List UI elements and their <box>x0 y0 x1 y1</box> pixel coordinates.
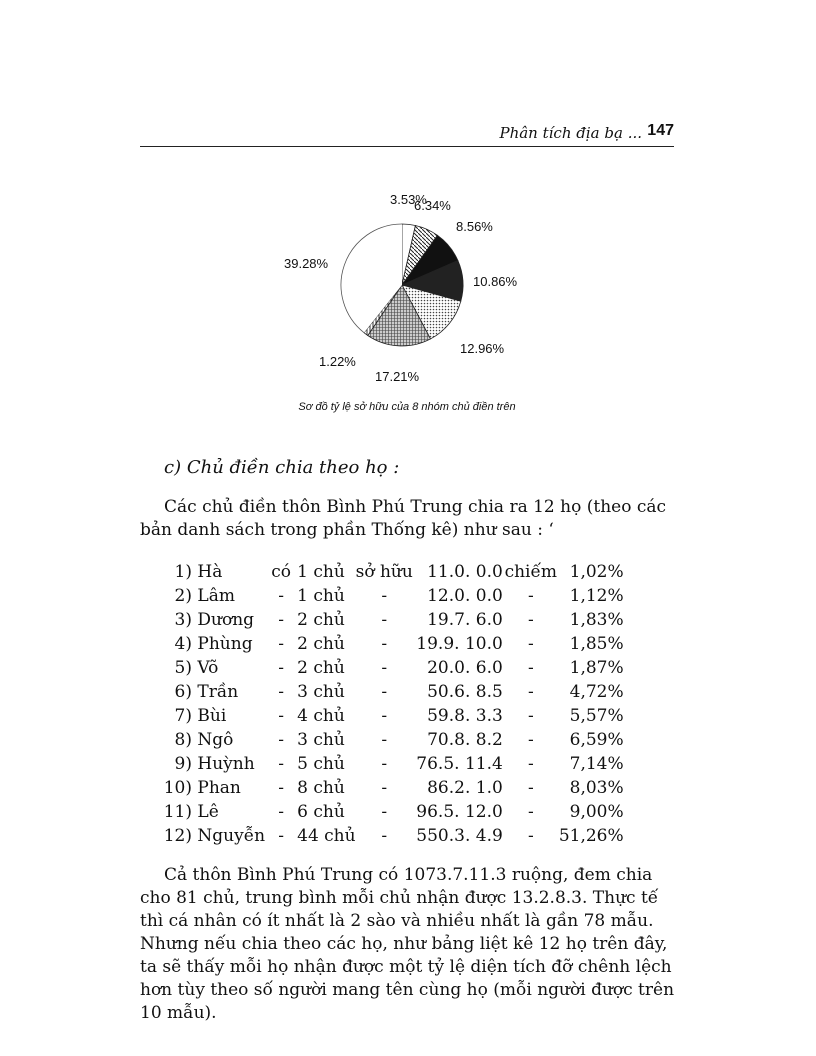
area-cell: 20.0. 6.0 <box>427 658 503 678</box>
share-word-cell: - <box>527 658 534 678</box>
owner-count: 8 chủ <box>297 778 345 798</box>
surname-cell <box>160 800 265 824</box>
owns-cell: - <box>381 634 388 654</box>
owns-cell: - <box>381 706 388 726</box>
area-cell: 86.2. 1.0 <box>427 778 503 798</box>
surname-cell <box>160 752 265 776</box>
surname: Huỳnh <box>197 754 255 774</box>
running-header <box>140 124 674 147</box>
table-row <box>160 608 624 632</box>
share-word-cell: - <box>527 586 534 606</box>
owner-count: 3 chủ <box>297 682 345 702</box>
share-word-cell: - <box>527 754 534 774</box>
area-cell: 59.8. 3.3 <box>427 706 503 726</box>
area-cell: 96.5. 12.0 <box>416 802 503 822</box>
surname: Ngô <box>197 730 234 750</box>
owner-count: 1 chủ <box>297 562 345 582</box>
row-index: 11) <box>163 802 192 822</box>
intro-line: Các chủ điền thôn Bình Phú Trung chia ra 12 họ (theo các <box>164 497 667 517</box>
owner-count: 2 chủ <box>297 634 345 654</box>
owns-cell: - <box>381 610 388 630</box>
surname: Nguyễn <box>197 826 266 846</box>
share-percent: 51,26% <box>558 826 624 846</box>
closing-line: hơn tùy theo số người mang tên cùng họ (mỗi người được trên <box>140 980 675 1000</box>
owns-cell: - <box>381 586 388 606</box>
table-row <box>160 584 624 608</box>
row-index: 12) <box>163 826 192 846</box>
chart-caption: Sơ đồ tỷ lệ sở hữu của 8 nhóm chủ điền trên <box>298 401 516 413</box>
page-number: 147 <box>647 122 674 139</box>
pie-slice-label: 17.21% <box>375 369 420 384</box>
area-cell: 76.5. 11.4 <box>416 754 503 774</box>
surname-cell <box>160 632 265 656</box>
has-cell: - <box>278 682 284 702</box>
table-row <box>160 704 624 728</box>
area-cell: 70.8. 8.2 <box>427 730 503 750</box>
has-cell: có <box>271 562 291 582</box>
share-word-cell: - <box>527 634 534 654</box>
surname: Dương <box>197 610 255 630</box>
intro-line: bản danh sách trong phần Thống kê) như sau : ‘ <box>140 520 554 540</box>
share-word-cell: - <box>527 778 534 798</box>
row-index: 6) <box>174 682 192 702</box>
table-row <box>160 800 624 824</box>
closing-line: ta sẽ thấy mỗi họ nhận được một tỷ lệ diện tích đỡ chênh lệch <box>140 957 672 977</box>
closing-line: Nhưng nếu chia theo các họ, như bảng liệt kê 12 họ trên đây, <box>140 934 668 954</box>
area-cell: 50.6. 8.5 <box>427 682 503 702</box>
row-index: 10) <box>163 778 192 798</box>
pie-slice-label: 39.28% <box>284 256 329 271</box>
owns-cell: - <box>381 730 388 750</box>
surname: Bùi <box>197 706 227 726</box>
area-cell: 11.0. 0.0 <box>427 562 503 582</box>
table-row <box>160 680 624 704</box>
row-index: 5) <box>174 658 192 678</box>
share-word-cell: - <box>527 826 534 846</box>
surname-cell <box>160 656 265 680</box>
share-percent: 1,02% <box>569 562 624 582</box>
share-word-cell: - <box>527 682 534 702</box>
row-index: 8) <box>174 730 192 750</box>
share-percent: 1,87% <box>569 658 624 678</box>
share-word-cell: - <box>527 802 534 822</box>
surname-cell <box>160 824 265 848</box>
table-row <box>160 728 624 752</box>
owner-count: 1 chủ <box>297 586 345 606</box>
area-cell: 12.0. 0.0 <box>427 586 503 606</box>
table-row <box>160 560 624 584</box>
surname-cell <box>160 608 265 632</box>
row-index: 2) <box>174 586 192 606</box>
owns-cell: - <box>381 778 388 798</box>
share-percent: 8,03% <box>569 778 624 798</box>
running-header-title: Phân tích địa bạ ... <box>499 124 642 142</box>
owner-count: 5 chủ <box>297 754 345 774</box>
intro-paragraph <box>140 496 674 542</box>
table-row <box>160 752 624 776</box>
table-row <box>160 776 624 800</box>
area-cell: 19.7. 6.0 <box>427 610 503 630</box>
pie-slice-label: 10.86% <box>473 274 518 289</box>
share-percent: 5,57% <box>569 706 624 726</box>
owns-cell: - <box>381 658 388 678</box>
owner-count: 2 chủ <box>297 658 345 678</box>
pie-slice-label: 6.34% <box>414 198 451 213</box>
surname-cell <box>160 728 265 752</box>
owns-cell: - <box>381 682 388 702</box>
has-cell: - <box>278 634 284 654</box>
owner-count: 4 chủ <box>297 706 345 726</box>
table-row <box>160 656 624 680</box>
share-word-cell: - <box>527 706 534 726</box>
area-cell: 550.3. 4.9 <box>416 826 503 846</box>
share-percent: 4,72% <box>569 682 624 702</box>
owner-count: 2 chủ <box>297 610 345 630</box>
surname: Lê <box>197 802 219 822</box>
surname: Lâm <box>197 586 235 606</box>
row-index: 4) <box>174 634 192 654</box>
share-word-cell: chiếm <box>504 562 558 582</box>
has-cell: - <box>278 778 284 798</box>
owns-cell: - <box>381 754 388 774</box>
table-row <box>160 632 624 656</box>
has-cell: - <box>278 586 284 606</box>
surname-cell <box>160 776 265 800</box>
pie-slice-label: 8.56% <box>456 219 493 234</box>
pie-slice-label: 3.53% <box>390 192 427 207</box>
closing-paragraph <box>140 864 674 1025</box>
closing-line: thì cá nhân có ít nhất là 2 sào và nhiều nhất là gần 78 mẫu. <box>140 911 654 931</box>
surname-table <box>160 560 624 848</box>
share-percent: 9,00% <box>569 802 624 822</box>
surname: Trần <box>197 682 239 702</box>
share-percent: 6,59% <box>569 730 624 750</box>
closing-line: 10 mẫu). <box>140 1003 217 1023</box>
table-row <box>160 824 624 848</box>
area-cell: 19.9. 10.0 <box>416 634 503 654</box>
has-cell: - <box>278 658 284 678</box>
row-index: 7) <box>174 706 192 726</box>
surname: Phùng <box>197 634 253 654</box>
owner-count: 6 chủ <box>297 802 345 822</box>
closing-line: cho 81 chủ, trung bình mỗi chủ nhận được 13.2.8.3. Thực tế <box>140 888 659 908</box>
pie-chart <box>270 185 550 395</box>
share-percent: 1,12% <box>569 586 624 606</box>
row-index: 3) <box>174 610 192 630</box>
has-cell: - <box>278 610 284 630</box>
owner-count: 3 chủ <box>297 730 345 750</box>
owns-cell: sở hữu <box>355 562 413 582</box>
surname-cell <box>160 560 265 584</box>
has-cell: - <box>278 826 284 846</box>
share-word-cell: - <box>527 730 534 750</box>
share-percent: 1,83% <box>569 610 624 630</box>
surname-cell <box>160 680 265 704</box>
has-cell: - <box>278 706 284 726</box>
surname-cell <box>160 584 265 608</box>
surname: Võ <box>197 658 219 678</box>
owns-cell: - <box>381 826 388 846</box>
surname-cell <box>160 704 265 728</box>
share-word-cell: - <box>527 610 534 630</box>
owner-count: 44 chủ <box>297 826 356 846</box>
pie-slice-label: 1.22% <box>319 354 356 369</box>
share-percent: 7,14% <box>569 754 624 774</box>
row-index: 1) <box>174 562 192 582</box>
has-cell: - <box>278 802 284 822</box>
has-cell: - <box>278 754 284 774</box>
has-cell: - <box>278 730 284 750</box>
surname: Phan <box>197 778 241 798</box>
pie-slice-label: 12.96% <box>460 341 505 356</box>
section-title: c) Chủ điền chia theo họ : <box>164 457 400 478</box>
closing-line: Cả thôn Bình Phú Trung có 1073.7.11.3 ruộng, đem chia <box>164 865 653 885</box>
surname: Hà <box>197 562 223 582</box>
share-percent: 1,85% <box>569 634 624 654</box>
owns-cell: - <box>381 802 388 822</box>
row-index: 9) <box>174 754 192 774</box>
